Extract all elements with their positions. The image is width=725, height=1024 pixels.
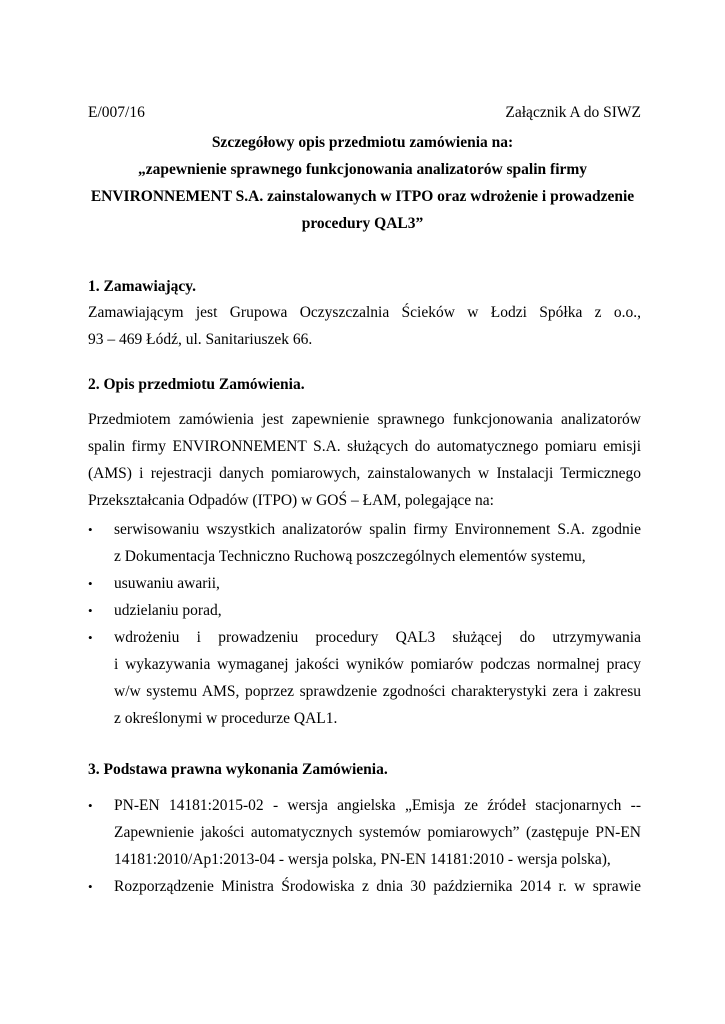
- section-2-heading: 2. Opis przedmiotu Zamówienia.: [88, 376, 305, 393]
- legal-item-1-line-3: 14181:2010/Ap1:2013-04 - wersja polska, PN-EN 14181:2010 - wersja polska),: [114, 851, 611, 868]
- title-line-4: procedury QAL3”: [301, 215, 424, 232]
- bullet-icon: •: [88, 576, 93, 591]
- bullet-icon: •: [88, 522, 93, 537]
- section-1-line-1: Zamawiającym jest Grupowa Oczyszczalnia Ścieków w Łodzi Spółka z o.o.,: [88, 304, 641, 321]
- bullet-icon: •: [88, 879, 93, 894]
- title-line-2: „zapewnienie sprawnego funkcjonowania analizatorów spalin firmy: [137, 161, 588, 178]
- attachment-label: Załącznik A do SIWZ: [505, 104, 641, 121]
- section-2-para-line-1: Przedmiotem zamówienia jest zapewnienie sprawnego funkcjonowania analizatorów: [88, 411, 641, 428]
- list-item-1-line-1: serwisowaniu wszystkich analizatorów spalin firmy Environnement S.A. zgodnie: [114, 521, 641, 538]
- section-1-heading: 1. Zamawiający.: [88, 278, 197, 295]
- list-item-2: usuwaniu awarii,: [114, 575, 220, 592]
- section-2-para-line-3: (AMS) i rejestracji danych pomiarowych, zainstalowanych w Instalacji Termicznego: [88, 465, 641, 482]
- list-item-4-line-1: wdrożeniu i prowadzeniu procedury QAL3 służącej do utrzymywania: [114, 629, 641, 646]
- list-item-4-line-4: z określonymi w procedurze QAL1.: [114, 710, 338, 727]
- list-item-1-line-2: z Dokumentacja Techniczno Ruchową poszczególnych elementów systemu,: [114, 548, 586, 565]
- section-3-heading: 3. Podstawa prawna wykonania Zamówienia.: [88, 761, 388, 778]
- bullet-icon: •: [88, 798, 93, 813]
- title-line-1: Szczegółowy opis przedmiotu zamówienia na:: [211, 134, 514, 151]
- section-1-line-2: 93 – 469 Łódź, ul. Sanitariuszek 66.: [88, 331, 313, 348]
- legal-item-2-line-1: Rozporządzenie Ministra Środowiska z dnia 30 października 2014 r. w sprawie: [114, 878, 641, 895]
- bullet-icon: •: [88, 630, 93, 645]
- title-line-3: ENVIRONNEMENT S.A. zainstalowanych w ITPO oraz wdrożenie i prowadzenie: [90, 188, 635, 205]
- bullet-icon: •: [88, 603, 93, 618]
- section-2-para-line-2: spalin firmy ENVIRONNEMENT S.A. służących do automatycznego pomiaru emisji: [88, 438, 641, 455]
- document-reference: E/007/16: [88, 104, 145, 121]
- legal-item-1-line-1: PN-EN 14181:2015-02 - wersja angielska „Emisja ze źródeł stacjonarnych --: [114, 797, 641, 814]
- list-item-4-line-2: i wykazywania wymaganej jakości wyników pomiarów podczas normalnej pracy: [114, 656, 641, 673]
- section-2-para-line-4: Przekształcania Odpadów (ITPO) w GOŚ – ŁAM, polegające na:: [88, 492, 494, 509]
- list-item-3: udzielaniu porad,: [114, 602, 222, 619]
- list-item-4-line-3: w/w systemu AMS, poprzez sprawdzenie zgodności charakterystyki zera i zakresu: [114, 683, 641, 700]
- legal-item-1-line-2: Zapewnienie jakości automatycznych systemów pomiarowych” (zastępuje PN-EN: [114, 824, 641, 841]
